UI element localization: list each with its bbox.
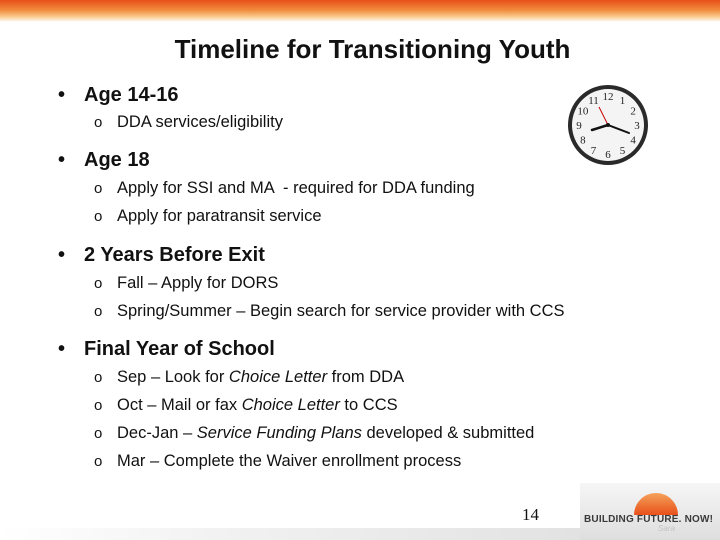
clock-numeral: 8 (580, 134, 586, 147)
clock-numeral: 10 (577, 105, 589, 118)
section-heading (58, 338, 275, 361)
sub-item-text-part: from DDA (327, 368, 405, 386)
sub-bullet-glyph: o (94, 303, 103, 320)
sub-item-text-part: Sep – Look for (117, 368, 229, 386)
sub-bullet-glyph: o (94, 208, 103, 225)
section-heading-text: Age 14-16 (84, 84, 179, 106)
bullet-glyph: • (58, 244, 66, 266)
sub-item-text (117, 396, 398, 415)
rising-sun-logo (630, 487, 682, 517)
footer-band (0, 528, 580, 540)
clock-numeral: 11 (588, 94, 599, 107)
sub-item-text (117, 424, 534, 443)
section-heading-text: 2 Years Before Exit (84, 244, 265, 266)
header-gradient-bar (0, 0, 720, 22)
sub-bullet-glyph: o (94, 369, 103, 386)
sub-item (94, 207, 322, 226)
building-future-logo (580, 483, 720, 540)
sub-item (94, 424, 534, 443)
sub-item-text-part: developed & submitted (361, 424, 535, 442)
sub-item-text (117, 274, 278, 293)
sub-item-text-part: Apply for paratransit service (117, 207, 322, 225)
sub-bullet-glyph: o (94, 275, 103, 292)
clock-numeral: 12 (602, 91, 614, 103)
sub-item (94, 452, 461, 471)
sub-item-text (117, 113, 283, 132)
sub-item (94, 396, 398, 415)
sub-bullet-glyph: o (94, 114, 103, 131)
section-heading-text: Age 18 (84, 149, 150, 171)
slide-title: Timeline for Transitioning Youth (174, 34, 571, 64)
section-heading (58, 84, 179, 107)
clock-numeral: 4 (630, 134, 636, 147)
sub-item-text-part: Oct – Mail or fax (117, 396, 242, 414)
clock-numeral: 2 (630, 105, 636, 118)
emphasized-text: Service Funding Plans (196, 424, 362, 442)
sub-item-text-part: Dec-Jan – (117, 424, 197, 442)
clock-numeral: 7 (590, 145, 597, 158)
section-heading (58, 149, 150, 172)
bullet-glyph: • (58, 149, 66, 171)
clock-numeral: 6 (605, 149, 611, 161)
section-heading (58, 244, 265, 267)
sub-bullet-glyph: o (94, 397, 103, 414)
bullet-glyph: • (58, 84, 66, 106)
sub-item-text (117, 302, 565, 321)
sub-item (94, 179, 475, 198)
sub-item-text (117, 179, 475, 198)
sub-item-text (117, 368, 404, 387)
sub-item-text-part: DDA services/eligibility (117, 113, 283, 131)
logo-watermark-text: Sara (658, 524, 675, 533)
sub-item (94, 368, 404, 387)
emphasized-text: Choice Letter (241, 396, 340, 414)
wall-clock-icon (566, 83, 650, 167)
sub-bullet-glyph: o (94, 180, 103, 197)
page-number: 14 (522, 505, 539, 524)
clock-numeral: 1 (619, 94, 626, 107)
sub-item-text-part: Apply for SSI and MA - required for DDA funding (117, 179, 475, 197)
sub-bullet-glyph: o (94, 425, 103, 442)
sub-item-text (117, 207, 322, 226)
sub-item-text-part: Mar – Complete the Waiver enrollment process (117, 452, 462, 470)
sub-bullet-glyph: o (94, 453, 103, 470)
emphasized-text: Choice Letter (228, 368, 328, 386)
sub-item-text (117, 452, 461, 471)
sub-item-text-part: Spring/Summer – Begin search for service provider with CCS (117, 302, 565, 320)
bullet-glyph: • (58, 338, 66, 360)
sub-item-text-part: to CCS (339, 396, 398, 414)
section-heading-text: Final Year of School (84, 338, 275, 360)
logo-text: BUILDING FUTURE. NOW! (584, 514, 714, 525)
sub-item-text-part: Fall – Apply for DORS (117, 274, 279, 292)
sub-item (94, 113, 283, 132)
clock-numeral: 5 (619, 145, 626, 158)
clock-numeral: 3 (634, 120, 640, 132)
sub-item (94, 302, 565, 321)
sub-item (94, 274, 278, 293)
clock-numeral: 9 (576, 120, 582, 132)
